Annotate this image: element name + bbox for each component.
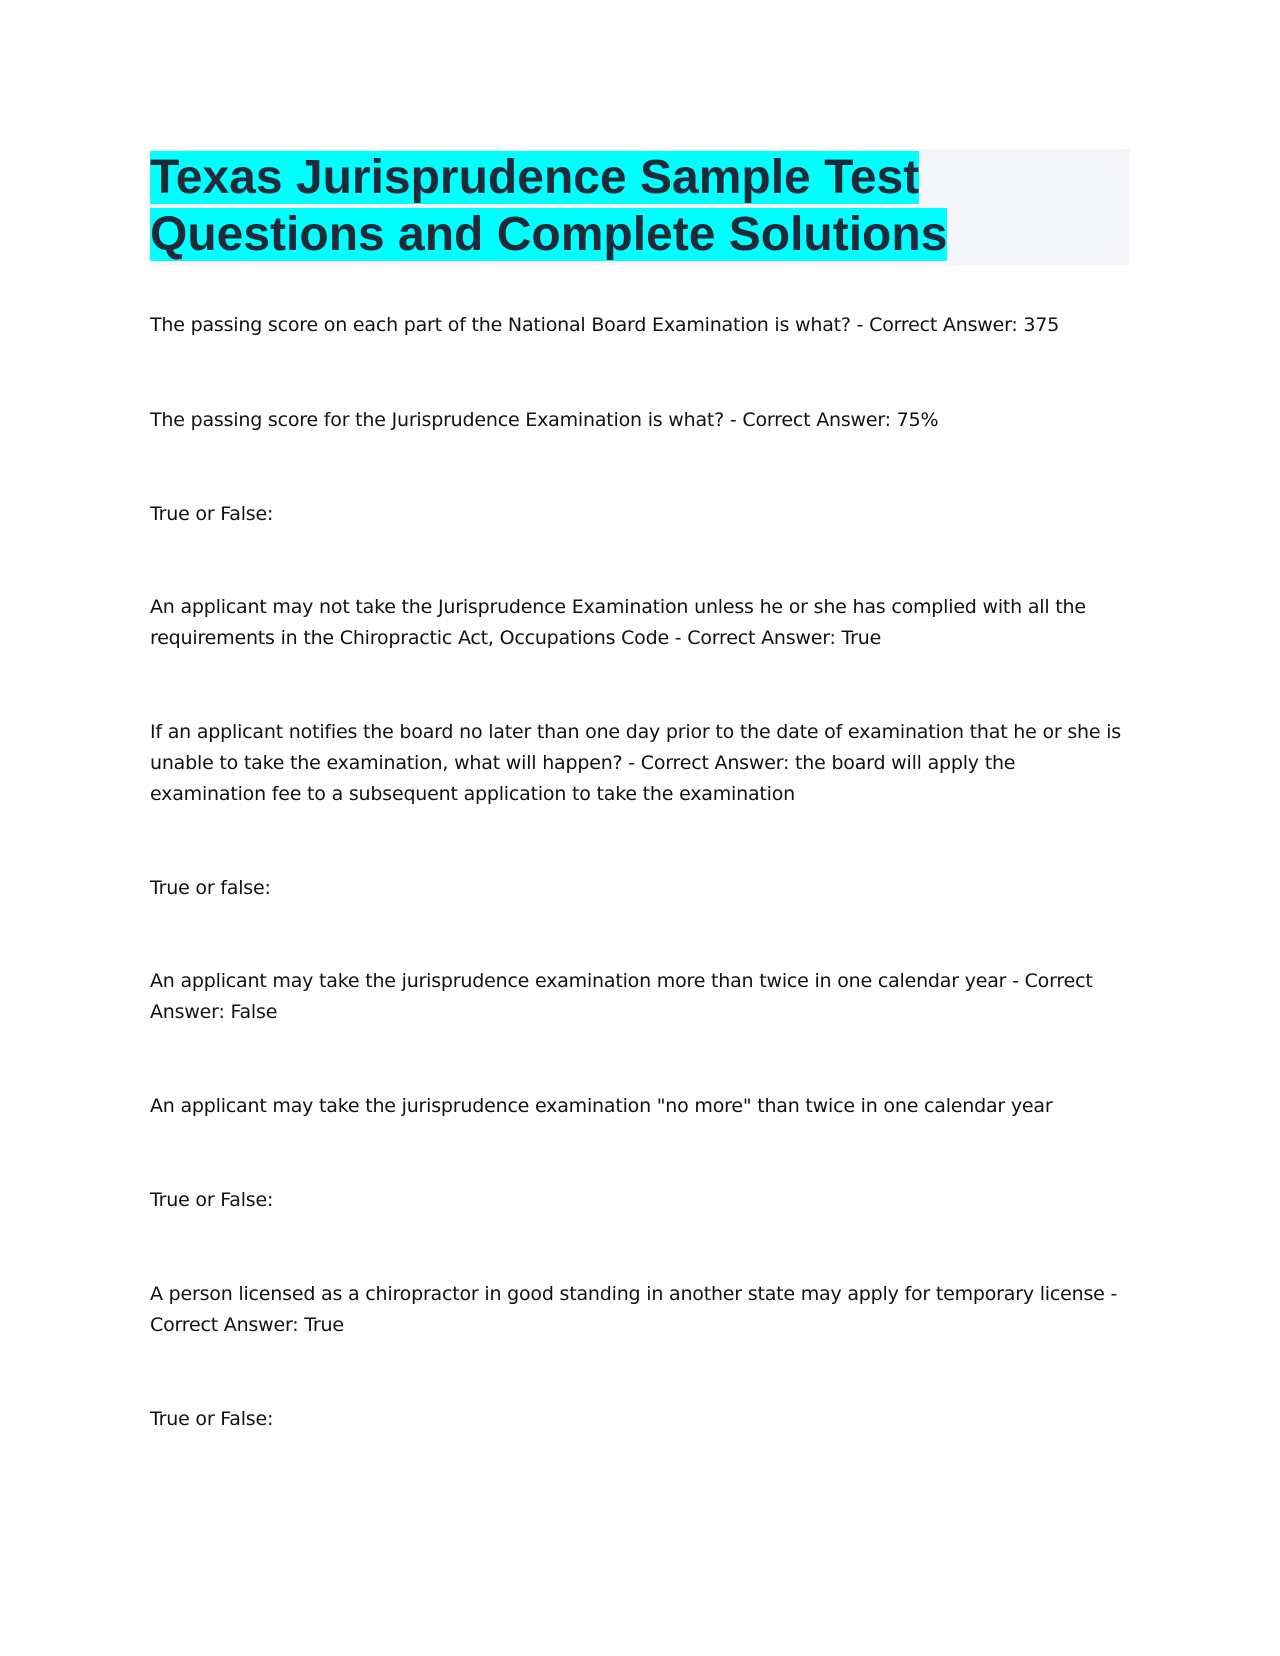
title-block [150,149,1130,265]
paragraph-8: An applicant may take the jurisprudence examination "no more" than twice in one calendar year [150,1095,1053,1117]
paragraph-2: The passing score for the Jurisprudence Examination is what? - Correct Answer: 75% [150,409,939,431]
paragraph-1: The passing score on each part of the National Board Examination is what? - Correct Answer: 375 [150,314,1060,336]
paragraph-10: A person licensed as a chiropractor in good standing in another state may apply for temporary license - Correct Answer: True [150,1283,1118,1336]
paragraph-4: An applicant may not take the Jurisprudence Examination unless he or she has complied with all the requirements in the Chiropractic Act, Occupations Code - Correct Answer: True [150,596,1086,649]
document-title [150,149,1130,263]
paragraph-11: True or False: [150,1408,274,1430]
paragraph-7: An applicant may take the jurisprudence examination more than twice in one calendar year - Correct Answer: False [150,970,1093,1023]
paragraph-9: True or False: [150,1189,274,1211]
paragraph-5: If an applicant notifies the board no later than one day prior to the date of examination that he or she is unable to take the examination, what will happen? - Correct Answer: the board will apply the examination fee to a subsequent application to take the examination [150,721,1121,805]
title-line-2: Questions and Complete Solutions [150,208,948,261]
paragraph-3: True or False: [150,503,274,525]
paragraph-6: True or false: [150,877,271,899]
title-line-1: Texas Jurisprudence Sample Test [150,151,920,204]
